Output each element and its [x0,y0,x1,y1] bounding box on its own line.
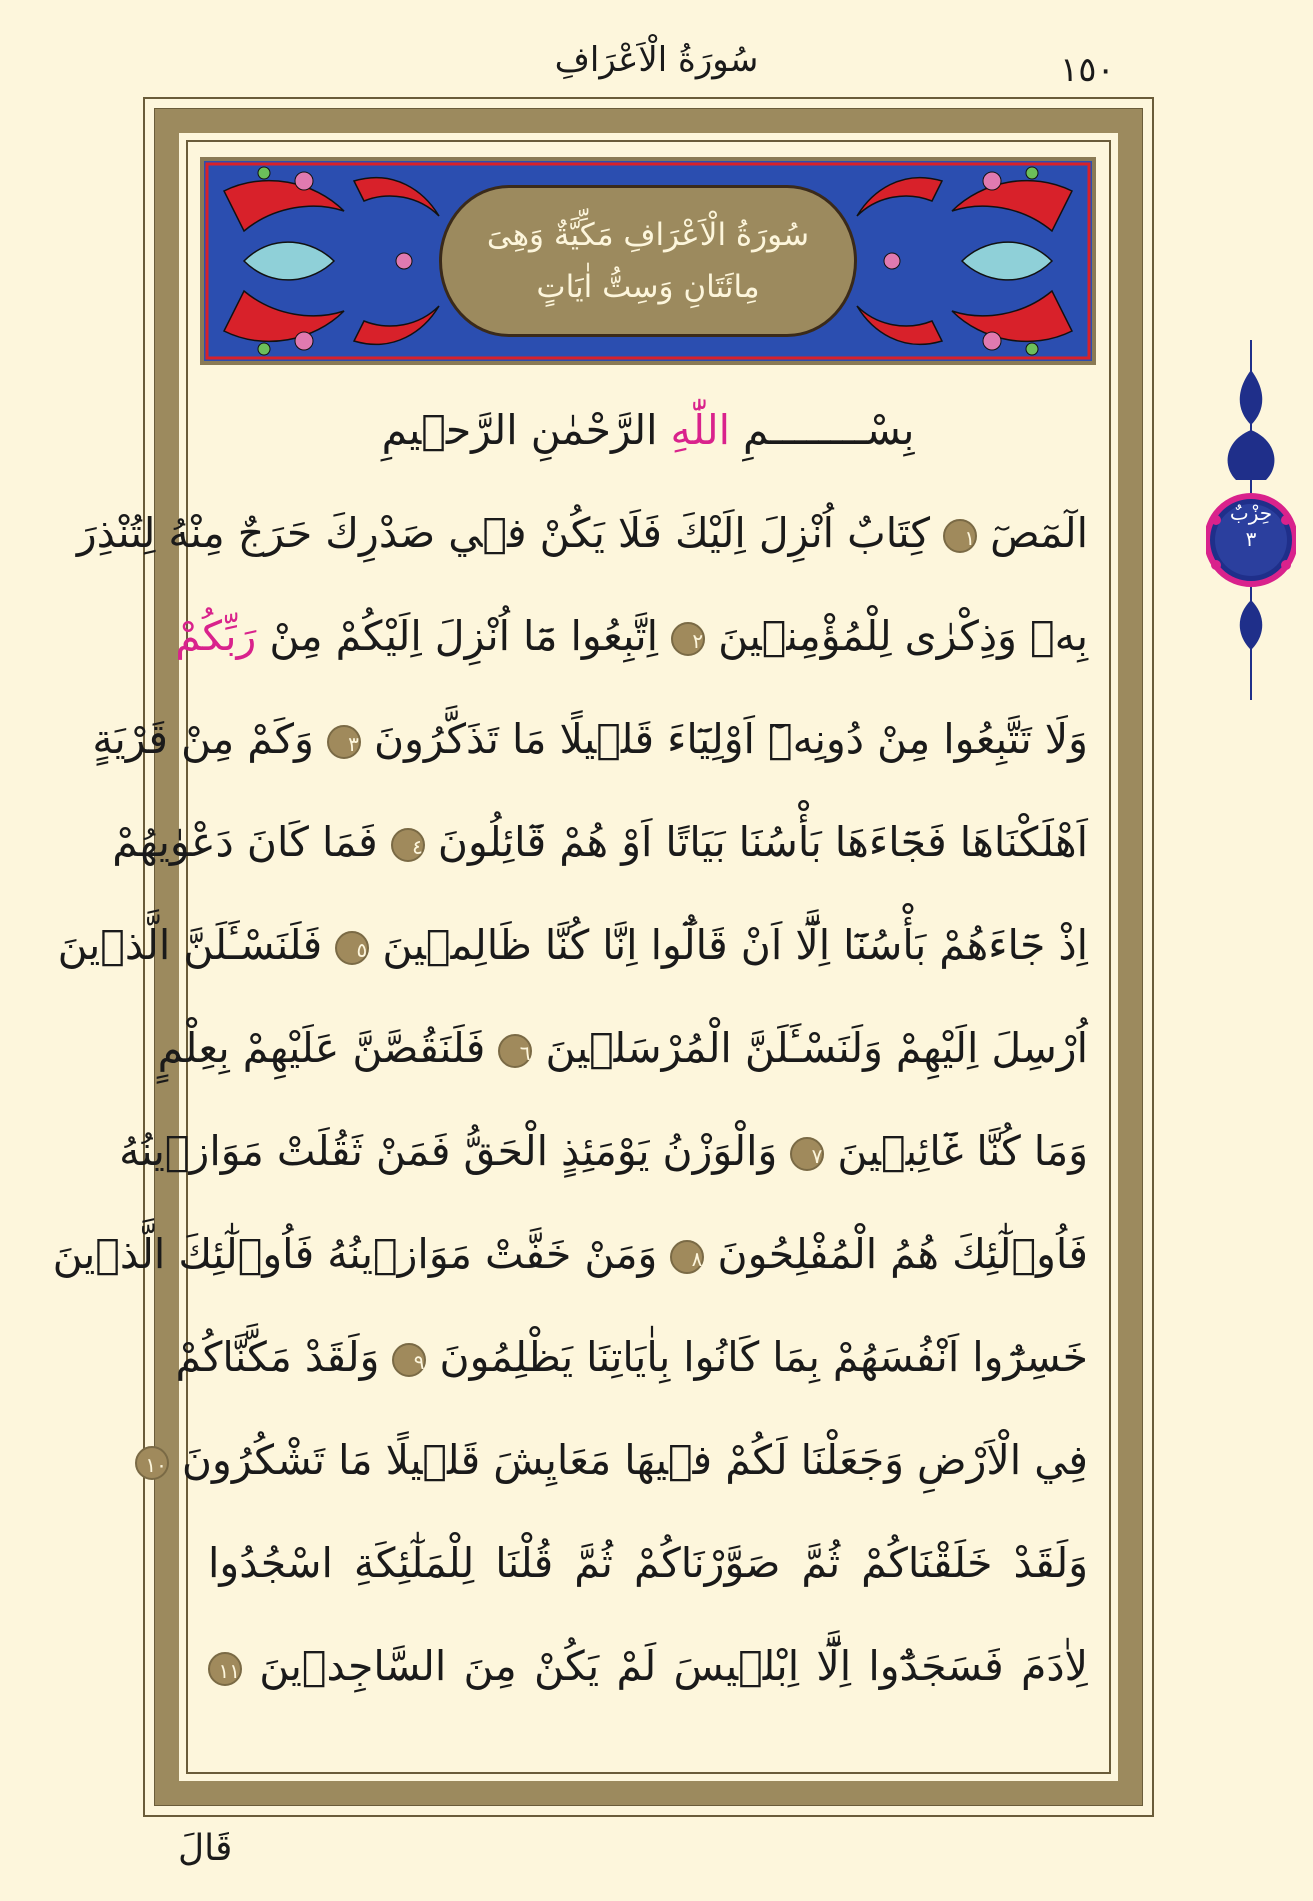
verse-number-marker: ١٠ [135,1446,169,1480]
verse-text: الٓمٓصٓ [990,509,1088,557]
verse-line [175,606,1088,666]
verse-line [112,812,1088,872]
banner-cartouche [439,185,857,337]
surah-banner [200,157,1096,365]
verse-text: فَلَنَسْـَٔلَنَّ الَّذ۪ينَ [57,921,323,969]
page-number: ١٥٠ [1060,50,1115,90]
verse-text: فَاُو۬لٰٓئِكَ هُمُ الْمُفْلِحُونَ [717,1230,1088,1278]
verse-line [57,915,1088,975]
basmala [208,400,1088,460]
banner-line-2: مِائَتَانِ وَسِتُّ اٰيَاتٍ [536,269,760,305]
verse-text: فِي الْاَرْضِ وَجَعَلْنَا لَكُمْ ف۪يهَا مَعَايِشَ قَل۪يلًا مَا تَشْكُرُونَ [181,1436,1088,1484]
verse-text: فَلَنَقُصَّنَّ عَلَيْهِمْ بِعِلْمٍ [157,1024,486,1072]
verse-text: كِتَابٌ اُنْزِلَ اِلَيْكَ فَلَا يَكُنْ ف۪ي صَدْرِكَ حَرَجٌ مِنْهُ لِتُنْذِرَ [76,509,931,557]
verse-text: اَهْلَكْنَاهَا فَجَٓاءَهَا بَأْسُنَا بَيَاتًا اَوْ هُمْ قَٓائِلُونَ [437,818,1088,866]
verse-text: بِه۪ وَذِكْرٰى لِلْمُؤْمِن۪ينَ [718,612,1088,660]
verse-line [208,1636,1088,1696]
verse-text: وَلَقَدْ خَلَقْنَاكُمْ ثُمَّ صَوَّرْنَاكُمْ ثُمَّ قُلْنَا لِلْمَلٰٓئِكَةِ اسْجُدُوا [208,1539,1088,1587]
verse-number-marker: ٤ [391,828,425,862]
verse-number-marker: ١ [943,519,977,553]
verse-text: اِتَّبِعُوا مَٓا اُنْزِلَ اِلَيْكُمْ مِنْ [269,612,659,660]
verse-line [76,503,1088,563]
verse-text: وَالْوَزْنُ يَوْمَئِذٍ الْحَقُّ فَمَنْ ثَقُلَتْ مَوَاز۪ينُهُ [119,1127,778,1175]
verse-text: اُرْسِلَ اِلَيْهِمْ وَلَنَسْـَٔلَنَّ الْمُرْسَل۪ينَ [545,1024,1088,1072]
verse-number-marker: ٧ [790,1137,824,1171]
hizb-word: حِزْبٌ [1229,501,1273,525]
verse-line [52,1224,1088,1284]
verse-text: وَكَمْ مِنْ قَرْيَةٍ [92,715,314,763]
surah-header-title: سُورَةُ الْاَعْرَافِ [554,40,759,80]
verse-text: فَمَا كَانَ دَعْوٰيهُمْ [112,818,378,866]
hizb-label [1220,500,1282,552]
basmala-bism: بِسْــــــــمِ [743,406,915,454]
verse-text: لِاٰدَمَ فَسَجَدُٓوا اِلَّٓا اِبْل۪يسَ لَمْ يَكُنْ مِنَ السَّاجِد۪ينَ [259,1642,1088,1690]
verse-number-marker: ٥ [335,931,369,965]
verse-text: وَلَقَدْ مَكَّنَّاكُمْ [175,1333,380,1381]
verse-text: اِذْ جَٓاءَهُمْ بَأْسُنَٓا اِلَّٓا اَنْ قَالُٓوا اِنَّا كُنَّا ظَالِم۪ينَ [382,921,1088,969]
verse-number-marker: ٨ [670,1240,704,1274]
verse-number-marker: ٣ [327,725,361,759]
verse-number-marker: ٩ [392,1343,426,1377]
verse-line [175,1327,1088,1387]
catchword: قَالَ [178,1828,233,1869]
verse-line [157,1018,1088,1078]
verse-number-marker: ١١ [208,1652,242,1686]
verse-text: وَمَنْ خَفَّتْ مَوَاز۪ينُهُ فَاُو۬لٰٓئِكَ الَّذ۪ينَ [52,1230,658,1278]
verse-line [119,1121,1088,1181]
verse-text: خَسِرُٓوا اَنْفُسَهُمْ بِمَا كَانُوا بِاٰيَاتِنَا يَظْلِمُونَ [439,1333,1088,1381]
basmala-rahman-rahim: الرَّحْمٰنِ الرَّح۪يمِ [381,406,658,454]
verse-text: وَلَا تَتَّبِعُوا مِنْ دُونِه۪ٓ اَوْلِيَٓاءَ قَل۪يلًا مَا تَذَكَّرُونَ [373,715,1088,763]
basmala-allah: اللّٰهِ [670,406,730,454]
verse-number-marker: ٢ [671,622,705,656]
hizb-number: ٣ [1245,527,1257,551]
verse-text-highlight: رَبِّكُمْ [175,612,257,660]
verse-line [92,709,1088,769]
verse-number-marker: ٦ [498,1034,532,1068]
banner-line-1: سُورَةُ الْاَعْرَافِ مَكِّيَّةٌ وَهِىَ [486,217,810,253]
verse-line [145,1430,1088,1490]
verse-line [208,1533,1088,1593]
verse-text: وَمَا كُنَّا غَٓائِب۪ينَ [837,1127,1088,1175]
